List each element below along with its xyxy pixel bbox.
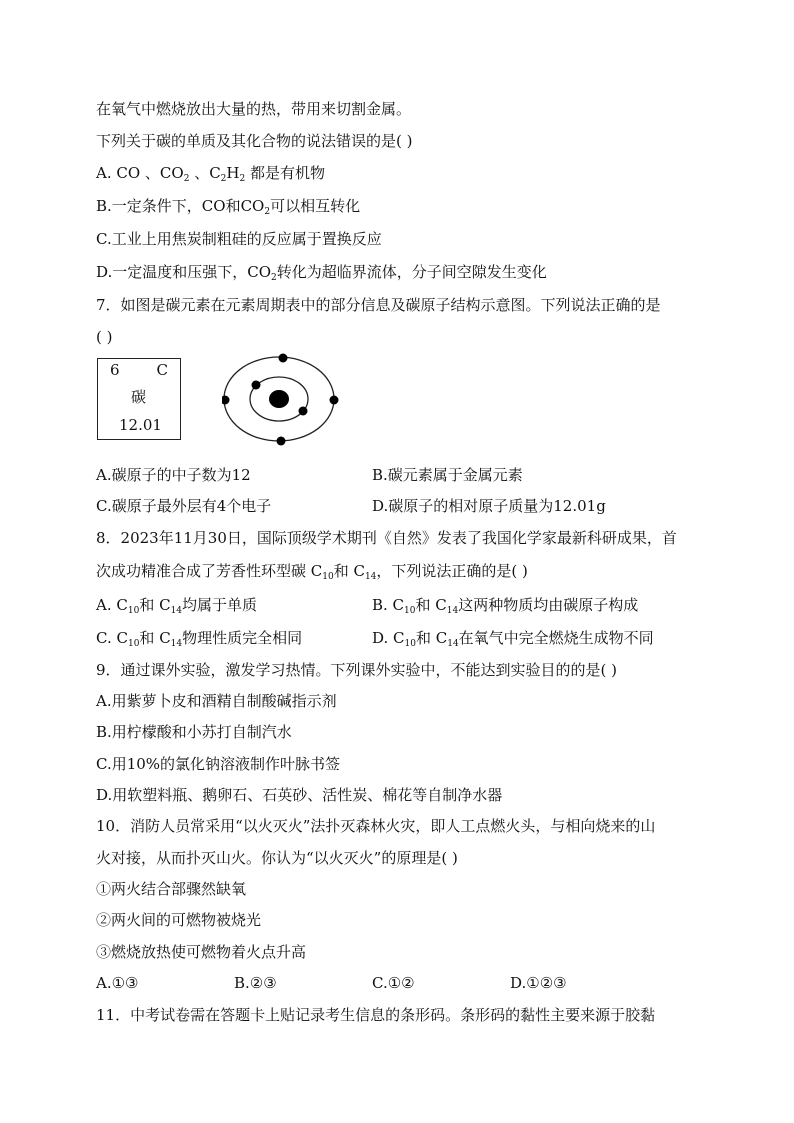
- q7-option-c: C.碳原子最外层有4个电子: [96, 497, 272, 515]
- q10-option-d: D.①②③: [510, 974, 567, 992]
- question-6-stem: 下列关于碳的单质及其化合物的说法错误的是( ): [96, 132, 413, 150]
- question-10-stem-line2: 火对接，从而扑灭山火。你认为“以火灭火”的原理是( ): [96, 849, 458, 867]
- question-9-stem: 9．通过课外实验，激发学习热情。下列课外实验中，不能达到实验目的的是( ): [96, 661, 618, 679]
- question-11-stem: 11．中考试卷需在答题卡上贴记录考生信息的条形码。条形码的黏性主要来源于胶黏: [96, 1006, 656, 1024]
- q8-option-c: C. $C_{10}$和 $C_{14}$物理性质完全相同: [96, 629, 303, 649]
- q8-option-d: D. $C_{10}$和 $C_{14}$在氧气中完全燃烧生成物不同: [372, 629, 654, 649]
- q7-option-a: A.碳原子的中子数为12: [96, 466, 251, 484]
- electron: [299, 407, 308, 416]
- q7-option-d: D.碳原子的相对原子质量为12.01g: [372, 497, 606, 515]
- q9-option-b: B.用柠檬酸和小苏打自制汽水: [96, 723, 292, 741]
- carbon-atom-diagram: [222, 352, 342, 448]
- element-symbol: C: [156, 361, 168, 379]
- q9-option-a: A.用紫萝卜皮和酒精自制酸碱指示剂: [96, 692, 337, 710]
- atomic-number: 6: [110, 361, 120, 379]
- q8-option-b: B. $C_{10}$和 $C_{14}$这两种物质均由碳原子构成: [372, 596, 639, 616]
- q8-option-a: A. $C_{10}$和 $C_{14}$均属于单质: [96, 596, 258, 616]
- electron: [277, 437, 286, 446]
- periodic-table-cell: [97, 358, 181, 440]
- element-name: 碳: [131, 388, 147, 406]
- q6-option-b: B.一定条件下，CO和$CO_2$可以相互转化: [96, 197, 361, 217]
- q10-statement-1: ①两火结合部骤然缺氧: [96, 880, 247, 898]
- electron: [252, 381, 261, 390]
- atomic-mass: 12.01: [119, 416, 162, 434]
- q10-option-a: A.①③: [96, 974, 139, 992]
- q6-option-a: A. CO 、$CO_2$ 、$C_2H_2$ 都是有机物: [96, 164, 326, 184]
- q10-statement-2: ②两火间的可燃物被烧光: [96, 911, 262, 929]
- question-8-stem-line1: 8．2023年11月30日，国际顶级学术期刊《自然》发表了我国化学家最新科研成果，首: [96, 529, 677, 547]
- q9-option-d: D.用软塑料瓶、鹅卵石、石英砂、活性炭、棉花等自制净水器: [96, 786, 503, 804]
- question-7-stem: 7．如图是碳元素在元素周期表中的部分信息及碳原子结构示意图。下列说法正确的是: [96, 296, 661, 314]
- q10-option-c: C.①②: [372, 974, 415, 992]
- q9-option-c: C.用10%的氯化钠溶液制作叶脉书签: [96, 755, 341, 773]
- text-line: 在氧气中燃烧放出大量的热，带用来切割金属。: [96, 100, 412, 118]
- q6-option-c: C.工业上用焦炭制粗硅的反应属于置换反应: [96, 230, 382, 248]
- electron: [279, 354, 288, 363]
- question-10-stem-line1: 10．消防人员常采用“以火灭火”法扑灭森林火灾，即人工点燃火头，与相向烧来的山: [96, 817, 656, 835]
- nucleus: [269, 390, 289, 408]
- electron: [330, 396, 339, 405]
- question-7-paren: ( ): [96, 328, 113, 346]
- q6-option-d: D.一定温度和压强下，$CO_2$转化为超临界流体，分子间空隙发生变化: [96, 263, 547, 283]
- q10-statement-3: ③燃烧放热使可燃物着火点升高: [96, 943, 307, 961]
- q10-option-b: B.②③: [234, 974, 277, 992]
- electron: [222, 396, 230, 405]
- q7-option-b: B.碳元素属于金属元素: [372, 466, 523, 484]
- question-8-stem-line2: 次成功精准合成了芳香性环型碳 $C_{10}$和 $C_{14}$，下列说法正确的是( ): [96, 562, 528, 582]
